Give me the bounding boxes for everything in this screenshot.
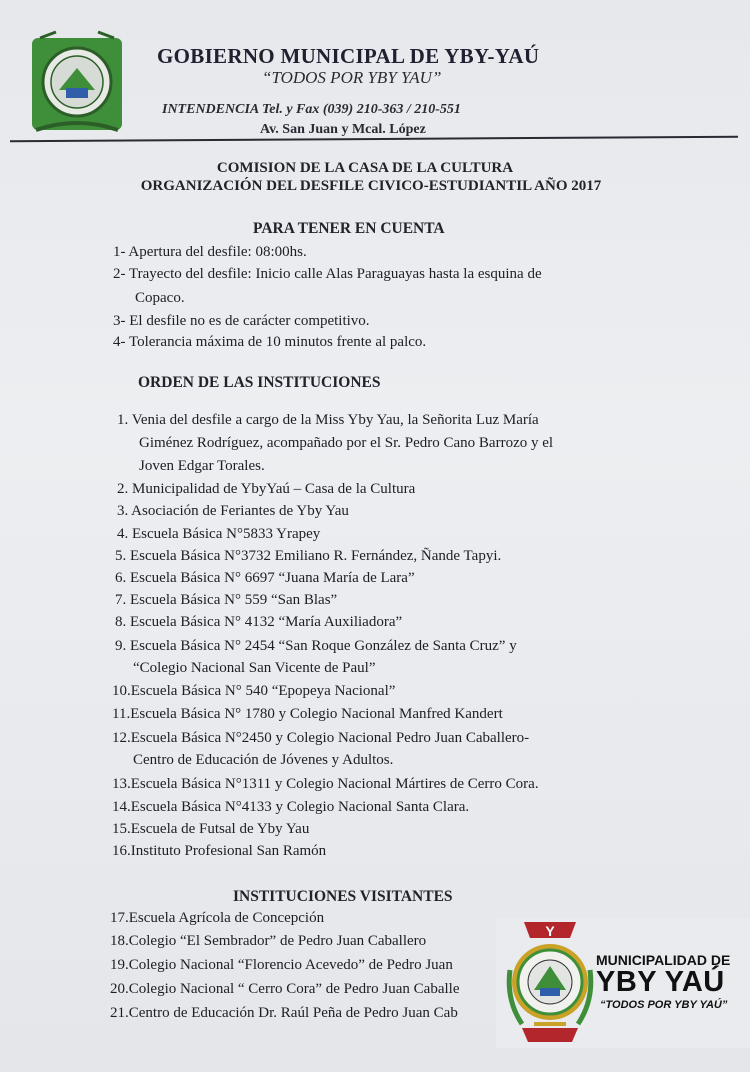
list-item: 20.Colegio Nacional “ Cerro Cora” de Pedro Juan Caballe	[110, 981, 460, 997]
list-item: 5. Escuela Básica N°3732 Emiliano R. Fernández, Ñande Tapyi.	[115, 548, 502, 564]
list-item: 2- Trayecto del desfile: Inicio calle Alas Paraguayas hasta la esquina de	[113, 266, 542, 282]
logo-motto: “TODOS POR YBY YAÚ”	[600, 999, 728, 1011]
list-item: 11.Escuela Básica N° 1780 y Colegio Nacional Manfred Kandert	[112, 706, 503, 722]
list-item: 1. Venia del desfile a cargo de la Miss Yby Yau, la Señorita Luz María	[117, 412, 539, 428]
municipal-emblem-icon	[504, 920, 596, 1046]
list-item: 12.Escuela Básica N°2450 y Colegio Nacional Pedro Juan Caballero-	[112, 730, 530, 746]
header-address: Av. San Juan y Mcal. López	[260, 122, 426, 137]
header-contact: INTENDENCIA Tel. y Fax (039) 210-363 / 210-551	[162, 102, 461, 117]
list-item: 10.Escuela Básica N° 540 “Epopeya Nacional”	[112, 683, 396, 699]
section-heading-orden: ORDEN DE LAS INSTITUCIONES	[138, 374, 381, 391]
logo-name-line2: YBY YAÚ	[596, 966, 725, 998]
header-title: GOBIERNO MUNICIPAL DE YBY-YAÚ	[157, 44, 540, 68]
list-item: 14.Escuela Básica N°4133 y Colegio Nacional Santa Clara.	[112, 799, 470, 815]
list-item: Joven Edgar Torales.	[139, 458, 265, 474]
list-item: 21.Centro de Educación Dr. Raúl Peña de Pedro Juan Cab	[110, 1005, 458, 1021]
list-item: 9. Escuela Básica N° 2454 “San Roque González de Santa Cruz” y	[115, 638, 517, 654]
section-heading-tener: PARA TENER EN CUENTA	[253, 220, 445, 237]
list-item: 19.Colegio Nacional “Florencio Acevedo” de Pedro Juan	[110, 957, 453, 973]
list-item: 3- El desfile no es de carácter competitivo.	[113, 313, 370, 329]
list-item: 2. Municipalidad de YbyYaú – Casa de la Cultura	[117, 481, 416, 497]
list-item: 6. Escuela Básica N° 6697 “Juana María de Lara”	[115, 570, 415, 586]
header-motto: “TODOS POR YBY YAU”	[262, 68, 442, 87]
list-item: 16.Instituto Profesional San Ramón	[112, 843, 327, 859]
commission-subtitle: ORGANIZACIÓN DEL DESFILE CIVICO-ESTUDIANTIL AÑO 2017	[140, 178, 602, 194]
list-item: 13.Escuela Básica N°1311 y Colegio Nacional Mártires de Cerro Cora.	[112, 776, 539, 792]
list-item: 17.Escuela Agrícola de Concepción	[110, 910, 325, 926]
list-item: 1- Apertura del desfile: 08:00hs.	[113, 244, 307, 260]
list-item: 8. Escuela Básica N° 4132 “María Auxiliadora”	[115, 614, 403, 630]
municipal-logo	[496, 918, 750, 1048]
list-item: “Colegio Nacional San Vicente de Paul”	[133, 660, 376, 676]
list-item: 4- Tolerancia máxima de 10 minutos frente al palco.	[113, 334, 427, 350]
list-item: 3. Asociación de Feriantes de Yby Yau	[117, 503, 349, 519]
logo-name-line1: MUNICIPALIDAD DE	[596, 952, 731, 968]
municipal-crest-icon	[26, 30, 128, 138]
list-item: 7. Escuela Básica N° 559 “San Blas”	[115, 592, 338, 608]
list-item: Giménez Rodríguez, acompañado por el Sr. Pedro Cano Barrozo y el	[139, 435, 554, 451]
commission-title: COMISION DE LA CASA DE LA CULTURA	[216, 160, 514, 176]
svg-text:Y: Y	[545, 923, 555, 939]
list-item: Copaco.	[135, 290, 185, 306]
list-item: Centro de Educación de Jóvenes y Adultos.	[133, 752, 394, 768]
list-item: 18.Colegio “El Sembrador” de Pedro Juan Caballero	[110, 933, 427, 949]
list-item: 4. Escuela Básica N°5833 Yrapey	[117, 526, 321, 542]
section-heading-visitantes: INSTITUCIONES VISITANTES	[233, 888, 453, 905]
list-item: 15.Escuela de Futsal de Yby Yau	[112, 821, 310, 837]
